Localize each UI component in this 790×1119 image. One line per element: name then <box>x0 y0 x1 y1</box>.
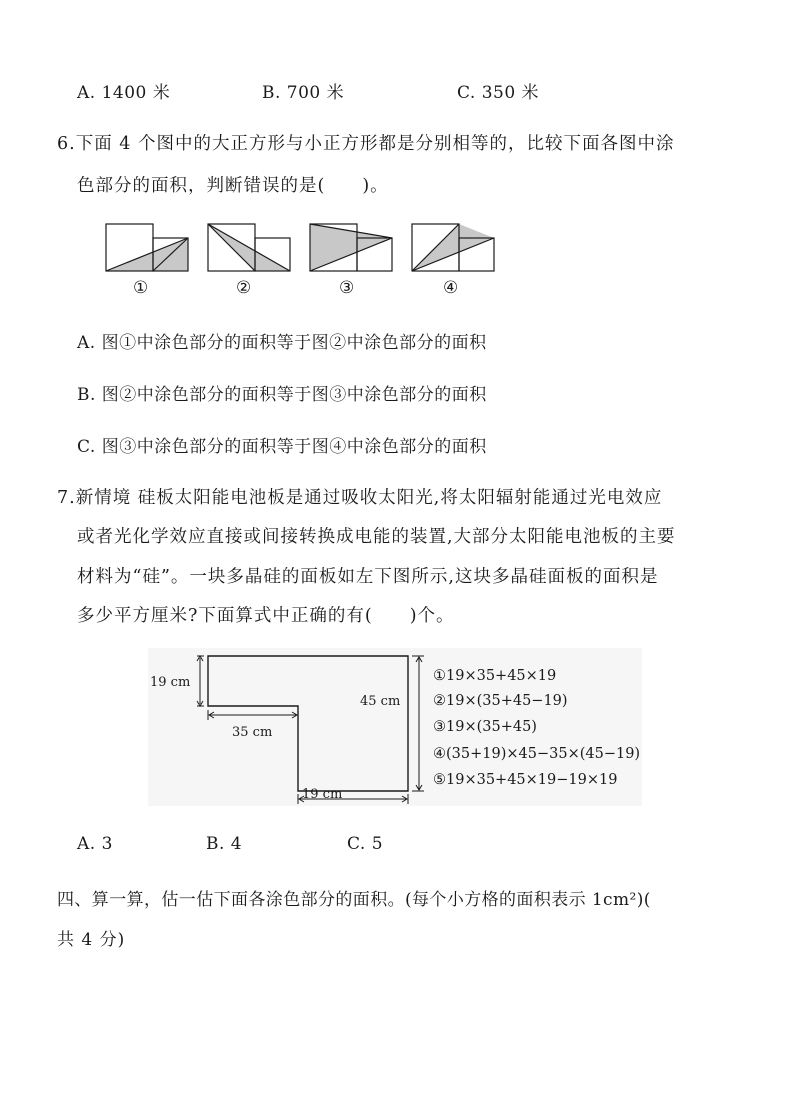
figure-2-label: ② <box>236 278 252 298</box>
figure-4 <box>412 224 494 271</box>
q5-option-a: A. 1400 米 <box>77 83 171 103</box>
q7-option-c: C. 5 <box>347 834 384 854</box>
figure-1 <box>106 224 188 271</box>
q6-stem-line2: 色部分的面积，判断错误的是( )。 <box>77 176 389 196</box>
dim-19cm-bottom: 19 cm <box>302 787 343 802</box>
q6-stem-line1: 6.下面 4 个图中的大正方形与小正方形都是分别相等的，比较下面各图中涂 <box>57 134 675 154</box>
formula-3: ③19×(35+45) <box>433 719 537 735</box>
q7-option-a: A. 3 <box>77 834 113 854</box>
figure-2 <box>208 224 290 271</box>
figure-3-label: ③ <box>339 278 355 298</box>
figure-1-label: ① <box>133 278 149 298</box>
formula-2: ②19×(35+45−19) <box>433 693 568 709</box>
q6-option-a: A. 图①中涂色部分的面积等于图②中涂色部分的面积 <box>77 333 487 353</box>
q7-stem-line4: 多少平方厘米?下面算式中正确的有( )个。 <box>77 606 455 626</box>
formula-4: ④(35+19)×45−35×(45−19) <box>433 746 641 762</box>
dim-45cm: 45 cm <box>360 694 401 709</box>
figure-4-label: ④ <box>443 278 459 298</box>
q7-stem-line2: 或者光化学效应直接或间接转换成电能的装置,大部分太阳能电池板的主要 <box>77 527 676 547</box>
figure-4-shaded <box>412 224 494 271</box>
q7-figure <box>148 648 642 806</box>
dim-35cm: 35 cm <box>232 725 273 740</box>
section-4-heading-line2: 共 4 分) <box>57 930 126 950</box>
figure-3 <box>310 224 392 271</box>
q5-option-b: B. 700 米 <box>262 83 345 103</box>
q7-stem-line1: 7.新情境 硅板太阳能电池板是通过吸收太阳光,将太阳辐射能通过光电效应 <box>57 488 663 508</box>
formula-1: ①19×35+45×19 <box>433 668 557 684</box>
q5-option-c: C. 350 米 <box>457 83 540 103</box>
q6-option-b: B. 图②中涂色部分的面积等于图③中涂色部分的面积 <box>77 385 487 405</box>
q6-option-c: C. 图③中涂色部分的面积等于图④中涂色部分的面积 <box>77 437 487 457</box>
section-4-heading-line1: 四、算一算，估一估下面各涂色部分的面积。(每个小方格的面积表示 1cm²)( <box>57 890 651 910</box>
q7-option-b: B. 4 <box>206 834 243 854</box>
dim-19cm-left: 19 cm <box>150 675 191 690</box>
formula-5: ⑤19×35+45×19−19×19 <box>433 772 618 788</box>
q7-stem-line3: 材料为“硅”。一块多晶硅的面板如左下图所示,这块多晶硅面板的面积是 <box>77 567 659 587</box>
